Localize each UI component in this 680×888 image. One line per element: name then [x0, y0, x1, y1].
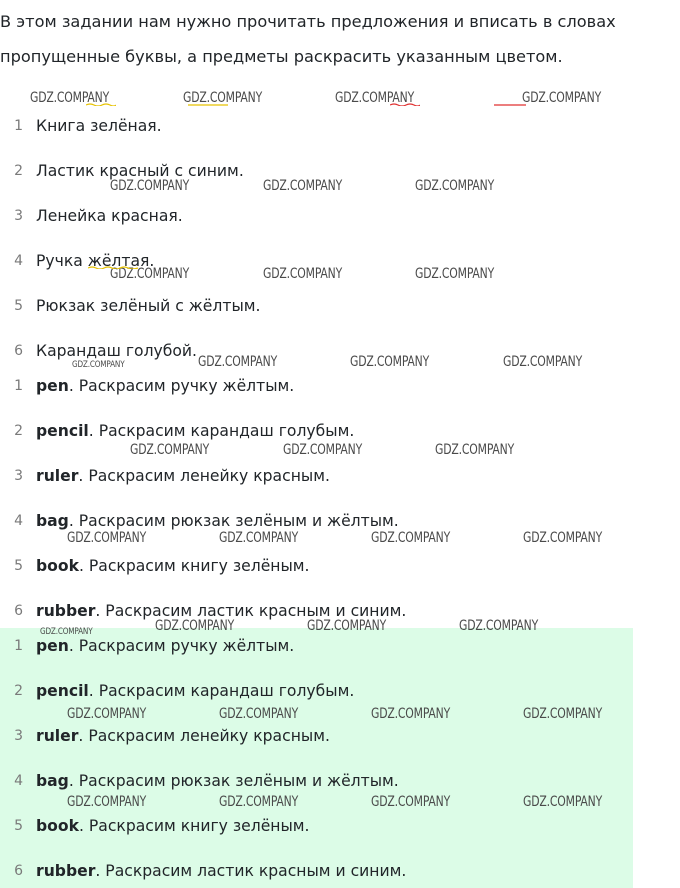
item-text: . Раскрасим рюкзак зелёным и жёлтым.: [68, 772, 399, 790]
english-word: pen: [36, 377, 69, 395]
watermark: GDZ.COMPANY: [523, 530, 603, 546]
list-item: [0, 509, 399, 533]
watermark: GDZ.COMPANY: [198, 354, 278, 370]
item-number: 3: [14, 728, 23, 744]
watermark: GDZ.COMPANY: [30, 90, 110, 106]
watermark: GDZ.COMPANY: [219, 530, 299, 546]
item-text: Ручка жёлтая.: [36, 252, 155, 270]
english-word: pencil: [36, 422, 89, 440]
list-item: [0, 374, 294, 398]
watermark: GDZ.COMPANY: [40, 627, 93, 637]
item-number: 5: [14, 558, 23, 574]
item-number: 1: [14, 378, 23, 394]
item-number: 3: [14, 208, 23, 224]
item-number: 5: [14, 818, 23, 834]
list-item: [0, 859, 406, 883]
watermark: GDZ.COMPANY: [219, 706, 299, 722]
item-text: . Раскрасим карандаш голубым.: [88, 422, 355, 440]
yellow-squiggle-mark: [86, 103, 116, 106]
list-item: [0, 554, 310, 578]
list-item: [0, 114, 162, 138]
english-word: bag: [36, 512, 69, 530]
watermark: GDZ.COMPANY: [503, 354, 583, 370]
watermark: GDZ.COMPANY: [371, 706, 451, 722]
intro-line-2: пропущенные буквы, а предметы раскрасить указанным цветом.: [0, 47, 563, 66]
english-word: pencil: [36, 682, 89, 700]
english-word: rubber: [36, 862, 96, 880]
item-number: 4: [14, 253, 23, 269]
english-word: book: [36, 817, 79, 835]
item-text: Ластик красный с синим.: [36, 162, 244, 180]
item-text: Карандаш голубой.: [36, 342, 198, 360]
item-number: 3: [14, 468, 23, 484]
watermark: GDZ.COMPANY: [263, 266, 343, 282]
list-item: [0, 204, 183, 228]
watermark: GDZ.COMPANY: [72, 360, 125, 370]
item-number: 6: [14, 343, 23, 359]
item-number: 2: [14, 163, 23, 179]
item-text: . Раскрасим карандаш голубым.: [88, 682, 355, 700]
watermark: GDZ.COMPANY: [183, 90, 263, 106]
english-word: pen: [36, 637, 69, 655]
item-number: 4: [14, 773, 23, 789]
english-word: ruler: [36, 467, 79, 485]
watermark: GDZ.COMPANY: [522, 90, 602, 106]
watermark: GDZ.COMPANY: [263, 178, 343, 194]
watermark: GDZ.COMPANY: [67, 706, 147, 722]
item-text: . Раскрасим ластик красным и синим.: [95, 862, 407, 880]
item-number: 5: [14, 298, 23, 314]
item-text: Рюкзак зелёный с жёлтым.: [36, 297, 261, 315]
item-text: . Раскрасим ручку жёлтым.: [68, 377, 295, 395]
list-item: [0, 724, 330, 748]
watermark: GDZ.COMPANY: [350, 354, 430, 370]
red-underline-mark: [494, 103, 526, 106]
item-text: . Раскрасим ластик красным и синим.: [95, 602, 407, 620]
list-item: [0, 419, 354, 443]
item-text: . Раскрасим ленейку красным.: [78, 467, 330, 485]
item-number: 6: [14, 863, 23, 879]
watermark: GDZ.COMPANY: [415, 178, 495, 194]
watermark: GDZ.COMPANY: [130, 442, 210, 458]
yellow-underline-mark: [188, 103, 228, 106]
watermark: GDZ.COMPANY: [435, 442, 515, 458]
list-item: [0, 679, 354, 703]
item-text: . Раскрасим книгу зелёным.: [78, 817, 310, 835]
highlighted-answer-block: [0, 628, 633, 888]
watermark: GDZ.COMPANY: [371, 794, 451, 810]
english-word: rubber: [36, 602, 96, 620]
item-text: Книга зелёная.: [36, 117, 162, 135]
list-item: [0, 464, 330, 488]
watermark: GDZ.COMPANY: [155, 618, 235, 634]
item-text: . Раскрасим ленейку красным.: [78, 727, 330, 745]
watermark: GDZ.COMPANY: [335, 90, 415, 106]
watermark: GDZ.COMPANY: [523, 794, 603, 810]
item-text: . Раскрасим ручку жёлтым.: [68, 637, 295, 655]
watermark: GDZ.COMPANY: [283, 442, 363, 458]
watermark: GDZ.COMPANY: [219, 794, 299, 810]
english-word: book: [36, 557, 79, 575]
watermark: GDZ.COMPANY: [371, 530, 451, 546]
watermark: GDZ.COMPANY: [459, 618, 539, 634]
watermark: GDZ.COMPANY: [307, 618, 387, 634]
list-item: [0, 294, 260, 318]
yellow-squiggle-mark: [88, 266, 138, 269]
item-number: 2: [14, 423, 23, 439]
watermark: GDZ.COMPANY: [67, 530, 147, 546]
item-number: 1: [14, 118, 23, 134]
intro-line-1: В этом задании нам нужно прочитать предложения и вписать в словах: [0, 12, 616, 31]
watermark: GDZ.COMPANY: [110, 178, 190, 194]
list-item: [0, 814, 310, 838]
item-number: 6: [14, 603, 23, 619]
watermark: GDZ.COMPANY: [67, 794, 147, 810]
watermark: GDZ.COMPANY: [110, 266, 190, 282]
item-text: . Раскрасим рюкзак зелёным и жёлтым.: [68, 512, 399, 530]
item-text: . Раскрасим книгу зелёным.: [78, 557, 310, 575]
item-number: 2: [14, 683, 23, 699]
watermark: GDZ.COMPANY: [523, 706, 603, 722]
list-item: [0, 769, 399, 793]
intro-text: [0, 4, 660, 74]
english-word: bag: [36, 772, 69, 790]
english-word: ruler: [36, 727, 79, 745]
item-text: Ленейка красная.: [36, 207, 183, 225]
list-item: [0, 634, 294, 658]
item-number: 4: [14, 513, 23, 529]
watermark: GDZ.COMPANY: [415, 266, 495, 282]
item-number: 1: [14, 638, 23, 654]
red-squiggle-mark: [390, 103, 420, 106]
